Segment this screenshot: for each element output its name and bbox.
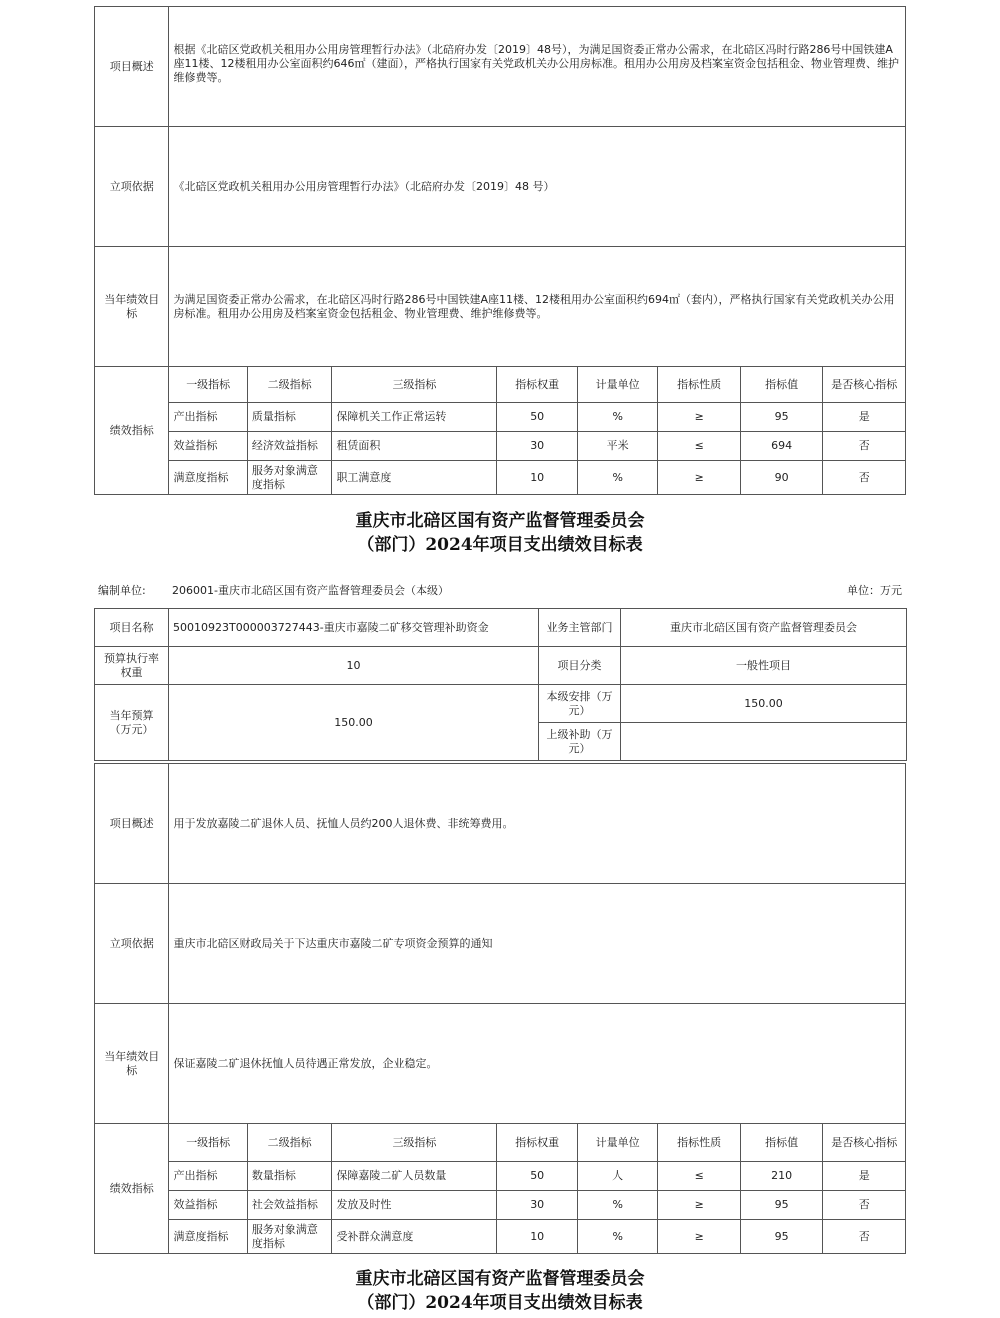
cell: 保障嘉陵二矿人员数量 — [332, 1162, 497, 1191]
name-label: 项目名称 — [95, 609, 169, 647]
rate-label: 预算执行率权重 — [95, 647, 169, 685]
cell: 否 — [823, 1191, 906, 1220]
basis-label: 立项依据 — [95, 127, 169, 247]
cell: 90 — [740, 461, 823, 495]
header-level3: 三级指标 — [332, 1124, 497, 1162]
local-label: 本级安排（万元） — [539, 685, 621, 723]
project-table-2 — [94, 763, 906, 1254]
header-level1: 一级指标 — [169, 1124, 247, 1162]
cell: 数量指标 — [247, 1162, 332, 1191]
cell: 满意度指标 — [169, 461, 247, 495]
cell: 否 — [823, 432, 906, 461]
cell: 10 — [497, 461, 577, 495]
cell: % — [577, 1220, 657, 1254]
header-unit: 计量单位 — [577, 367, 657, 403]
cell: 产出指标 — [169, 1162, 247, 1191]
page-title-line1: 重庆市北碚区国有资产监督管理委员会 — [355, 511, 645, 531]
cell: 质量指标 — [247, 403, 332, 432]
cell: 经济效益指标 — [247, 432, 332, 461]
cell: 50 — [497, 1162, 577, 1191]
goal-text: 为满足国资委正常办公需求，在北碚区冯时行路286号中国铁建A座11楼、12楼租用办公室面积约694㎡（套内），严格执行国家有关党政机关办公用房标准。租用办公用房及档案室资金包括租金、物业管理费、维护维修费等。 — [169, 247, 906, 367]
local-value: 150.00 — [621, 685, 907, 723]
table-row — [95, 1162, 906, 1191]
budget-label: 当年预算（万元） — [95, 685, 169, 761]
table-row — [95, 461, 906, 495]
page-title-line2: （部门）2024年项目支出绩效目标表 — [357, 1293, 643, 1313]
table-row — [95, 432, 906, 461]
cell: ≥ — [658, 1220, 741, 1254]
project-table-1 — [94, 6, 906, 495]
cell: 是 — [823, 1162, 906, 1191]
page-title-line1: 重庆市北碚区国有资产监督管理委员会 — [355, 1269, 645, 1289]
cell: 95 — [740, 1191, 823, 1220]
cell: 发放及时性 — [332, 1191, 497, 1220]
overview-label: 项目概述 — [95, 764, 169, 884]
cell: 30 — [497, 432, 577, 461]
cell: ≥ — [658, 461, 741, 495]
table-row — [95, 1191, 906, 1220]
cell: 产出指标 — [169, 403, 247, 432]
cell: ≥ — [658, 403, 741, 432]
category-label: 项目分类 — [539, 647, 621, 685]
header-weight: 指标权重 — [497, 367, 577, 403]
goal-label: 当年绩效目标 — [95, 247, 169, 367]
overview-text: 用于发放嘉陵二矿退休人员、抚恤人员约200人退休费、非统筹费用。 — [169, 764, 906, 884]
perf-label: 绩效指标 — [95, 367, 169, 495]
cell: 职工满意度 — [332, 461, 497, 495]
basis-label: 立项依据 — [95, 884, 169, 1004]
dept-label: 业务主管部门 — [539, 609, 621, 647]
goal-text: 保证嘉陵二矿退休抚恤人员待遇正常发放，企业稳定。 — [169, 1004, 906, 1124]
cell: % — [577, 461, 657, 495]
cell: 95 — [740, 1220, 823, 1254]
header-value: 指标值 — [740, 1124, 823, 1162]
cell: 是 — [823, 403, 906, 432]
cell: 694 — [740, 432, 823, 461]
header-level2: 二级指标 — [247, 1124, 332, 1162]
cell: % — [577, 1191, 657, 1220]
cell: 受补群众满意度 — [332, 1220, 497, 1254]
header-unit: 计量单位 — [577, 1124, 657, 1162]
cell: 效益指标 — [169, 432, 247, 461]
cell: % — [577, 403, 657, 432]
cell: 服务对象满意度指标 — [247, 461, 332, 495]
table-row — [95, 403, 906, 432]
header-weight: 指标权重 — [497, 1124, 577, 1162]
cell: 满意度指标 — [169, 1220, 247, 1254]
cell: 平米 — [577, 432, 657, 461]
header-value: 指标值 — [740, 367, 823, 403]
basis-text: 重庆市北碚区财政局关于下达重庆市嘉陵二矿专项资金预算的通知 — [169, 884, 906, 1004]
overview-label: 项目概述 — [95, 7, 169, 127]
unit-label: 编制单位: — [98, 584, 146, 597]
cell: 社会效益指标 — [247, 1191, 332, 1220]
rate-value: 10 — [169, 647, 539, 685]
upper-value — [621, 723, 907, 761]
name-value: 50010923T000003727443-重庆市嘉陵二矿移交管理补助资金 — [169, 609, 539, 647]
header-nature: 指标性质 — [658, 1124, 741, 1162]
cell: 租赁面积 — [332, 432, 497, 461]
header-core: 是否核心指标 — [823, 1124, 906, 1162]
project-info-table — [94, 608, 907, 761]
page-title-line2: （部门）2024年项目支出绩效目标表 — [357, 535, 643, 555]
overview-text: 根据《北碚区党政机关租用办公用房管理暂行办法》（北碚府办发〔2019〕48号），为满足国资委正常办公需求，在北碚区冯时行路286号中国铁建A座11楼、12楼租用办公室面积约646㎡（建面），严格执行国家有关党政机关办公用房标准。租用办公用房及档案室资金包括租金、物业管理费、维护维修费等。 — [169, 7, 906, 127]
cell: 否 — [823, 461, 906, 495]
cell: 50 — [497, 403, 577, 432]
upper-label: 上级补助（万元） — [539, 723, 621, 761]
table-row — [95, 1220, 906, 1254]
cell: ≤ — [658, 432, 741, 461]
unit-value: 206001-重庆市北碚区国有资产监督管理委员会（本级） — [172, 584, 449, 597]
cell: 95 — [740, 403, 823, 432]
cell: 服务对象满意度指标 — [247, 1220, 332, 1254]
category-value: 一般性项目 — [621, 647, 907, 685]
cell: 10 — [497, 1220, 577, 1254]
cell: 效益指标 — [169, 1191, 247, 1220]
header-level1: 一级指标 — [169, 367, 247, 403]
header-nature: 指标性质 — [658, 367, 741, 403]
cell: 210 — [740, 1162, 823, 1191]
cell: 否 — [823, 1220, 906, 1254]
cell: 人 — [577, 1162, 657, 1191]
cell: ≥ — [658, 1191, 741, 1220]
money-unit: 单位：万元 — [847, 584, 902, 597]
cell: ≤ — [658, 1162, 741, 1191]
basis-text: 《北碚区党政机关租用办公用房管理暂行办法》（北碚府办发〔2019〕48 号） — [169, 127, 906, 247]
dept-value: 重庆市北碚区国有资产监督管理委员会 — [621, 609, 907, 647]
header-level3: 三级指标 — [332, 367, 497, 403]
cell: 30 — [497, 1191, 577, 1220]
goal-label: 当年绩效目标 — [95, 1004, 169, 1124]
cell: 保障机关工作正常运转 — [332, 403, 497, 432]
perf-label: 绩效指标 — [95, 1124, 169, 1254]
budget-value: 150.00 — [169, 685, 539, 761]
header-core: 是否核心指标 — [823, 367, 906, 403]
header-level2: 二级指标 — [247, 367, 332, 403]
